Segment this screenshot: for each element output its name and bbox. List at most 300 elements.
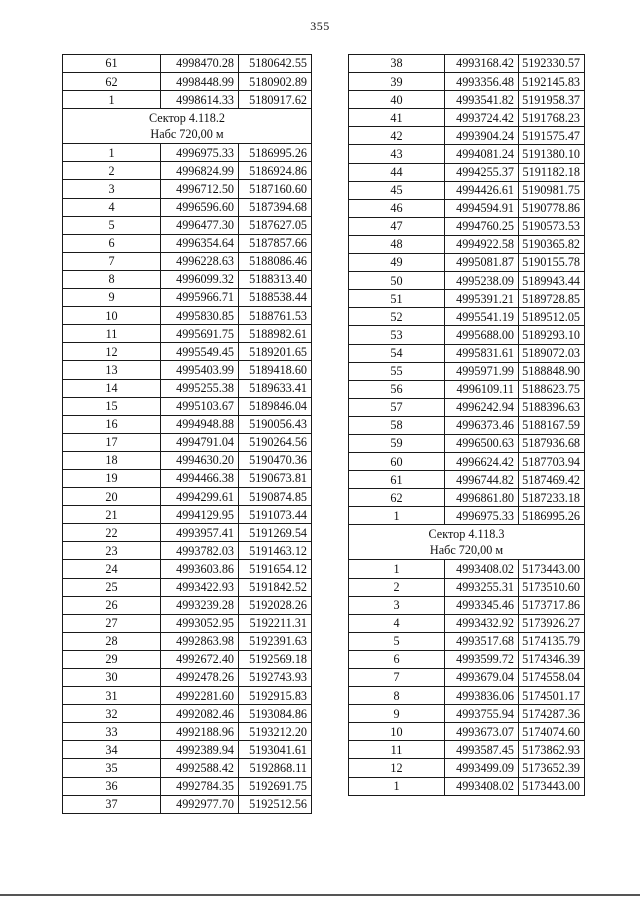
table-row — [63, 55, 312, 73]
table-row — [349, 669, 585, 687]
table-row — [63, 307, 312, 325]
table-row — [349, 632, 585, 650]
table-row — [349, 290, 585, 308]
y-coordinate-cell: 5192145.83 — [519, 73, 585, 91]
point-number-cell: 25 — [63, 578, 161, 596]
table-row — [63, 632, 312, 650]
point-number-cell: 12 — [349, 759, 445, 777]
table-row — [63, 289, 312, 307]
y-coordinate-cell: 5174135.79 — [519, 632, 585, 650]
point-number-cell: 22 — [63, 524, 161, 542]
y-coordinate-cell: 5191842.52 — [239, 578, 312, 596]
x-coordinate-cell: 4995549.45 — [161, 343, 239, 361]
x-coordinate-cell: 4994426.61 — [445, 181, 519, 199]
y-coordinate-cell: 5193084.86 — [239, 705, 312, 723]
table-row — [349, 199, 585, 217]
x-coordinate-cell: 4993673.07 — [445, 723, 519, 741]
x-coordinate-cell: 4995403.99 — [161, 361, 239, 379]
point-number-cell: 10 — [63, 307, 161, 325]
point-number-cell: 5 — [349, 632, 445, 650]
y-coordinate-cell: 5192028.26 — [239, 596, 312, 614]
table-row — [349, 272, 585, 290]
point-number-cell: 17 — [63, 433, 161, 451]
x-coordinate-cell: 4993168.42 — [445, 55, 519, 73]
point-number-cell: 12 — [63, 343, 161, 361]
y-coordinate-cell: 5189418.60 — [239, 361, 312, 379]
y-coordinate-cell: 5188313.40 — [239, 270, 312, 288]
y-coordinate-cell: 5186995.26 — [519, 507, 585, 525]
x-coordinate-cell: 4996099.32 — [161, 270, 239, 288]
y-coordinate-cell: 5180902.89 — [239, 73, 312, 91]
x-coordinate-cell: 4993239.28 — [161, 596, 239, 614]
point-number-cell: 3 — [63, 180, 161, 198]
table-row — [349, 362, 585, 380]
table-row — [349, 398, 585, 416]
x-coordinate-cell: 4993724.42 — [445, 109, 519, 127]
x-coordinate-cell: 4993679.04 — [445, 669, 519, 687]
point-number-cell: 10 — [349, 723, 445, 741]
x-coordinate-cell: 4996712.50 — [161, 180, 239, 198]
point-number-cell: 7 — [63, 252, 161, 270]
table-row — [349, 723, 585, 741]
x-coordinate-cell: 4994791.04 — [161, 433, 239, 451]
table-body — [349, 55, 585, 796]
table-row — [349, 416, 585, 434]
table-row — [63, 162, 312, 180]
table-row — [63, 723, 312, 741]
y-coordinate-cell: 5173510.60 — [519, 578, 585, 596]
point-number-cell: 52 — [349, 308, 445, 326]
x-coordinate-cell: 4992863.98 — [161, 632, 239, 650]
x-coordinate-cell: 4994255.37 — [445, 163, 519, 181]
y-coordinate-cell: 5190573.53 — [519, 217, 585, 235]
table-row — [63, 433, 312, 451]
y-coordinate-cell: 5187160.60 — [239, 180, 312, 198]
point-number-cell: 62 — [349, 489, 445, 507]
point-number-cell: 11 — [349, 741, 445, 759]
table-row — [63, 144, 312, 162]
x-coordinate-cell: 4992188.96 — [161, 723, 239, 741]
y-coordinate-cell: 5187627.05 — [239, 216, 312, 234]
x-coordinate-cell: 4993541.82 — [445, 91, 519, 109]
sector-header-row — [349, 525, 585, 560]
point-number-cell: 32 — [63, 705, 161, 723]
x-coordinate-cell: 4993408.02 — [445, 777, 519, 795]
x-coordinate-cell: 4995830.85 — [161, 307, 239, 325]
x-coordinate-cell: 4993345.46 — [445, 596, 519, 614]
table-row — [349, 73, 585, 91]
y-coordinate-cell: 5189846.04 — [239, 397, 312, 415]
table-row — [63, 252, 312, 270]
point-number-cell: 30 — [63, 669, 161, 687]
table-row — [63, 560, 312, 578]
x-coordinate-cell: 4994948.88 — [161, 415, 239, 433]
x-coordinate-cell: 4995691.75 — [161, 325, 239, 343]
table-row — [63, 180, 312, 198]
table-row — [349, 308, 585, 326]
x-coordinate-cell: 4992389.94 — [161, 741, 239, 759]
y-coordinate-cell: 5190056.43 — [239, 415, 312, 433]
y-coordinate-cell: 5187857.66 — [239, 234, 312, 252]
point-number-cell: 2 — [349, 578, 445, 596]
y-coordinate-cell: 5191182.18 — [519, 163, 585, 181]
point-number-cell: 1 — [349, 560, 445, 578]
x-coordinate-cell: 4994466.38 — [161, 469, 239, 487]
x-coordinate-cell: 4992977.70 — [161, 795, 239, 813]
table-row — [349, 181, 585, 199]
table-row — [349, 489, 585, 507]
x-coordinate-cell: 4996975.33 — [445, 507, 519, 525]
sector-header — [349, 525, 585, 560]
x-coordinate-cell: 4996861.80 — [445, 489, 519, 507]
y-coordinate-cell: 5189633.41 — [239, 379, 312, 397]
y-coordinate-cell: 5173652.39 — [519, 759, 585, 777]
point-number-cell: 33 — [63, 723, 161, 741]
x-coordinate-cell: 4993755.94 — [445, 705, 519, 723]
x-coordinate-cell: 4994081.24 — [445, 145, 519, 163]
point-number-cell: 57 — [349, 398, 445, 416]
table-row — [63, 759, 312, 777]
table-row — [349, 650, 585, 668]
x-coordinate-cell: 4995971.99 — [445, 362, 519, 380]
table-row — [63, 73, 312, 91]
x-coordinate-cell: 4996596.60 — [161, 198, 239, 216]
x-coordinate-cell: 4993408.02 — [445, 560, 519, 578]
table-row — [63, 325, 312, 343]
table-row — [349, 614, 585, 632]
table-row — [63, 524, 312, 542]
table-row — [349, 507, 585, 525]
y-coordinate-cell: 5187233.18 — [519, 489, 585, 507]
y-coordinate-cell: 5174346.39 — [519, 650, 585, 668]
x-coordinate-cell: 4993957.41 — [161, 524, 239, 542]
y-coordinate-cell: 5192330.57 — [519, 55, 585, 73]
table-row — [63, 777, 312, 795]
coordinates-table-right — [348, 54, 585, 796]
y-coordinate-cell: 5180642.55 — [239, 55, 312, 73]
x-coordinate-cell: 4994129.95 — [161, 506, 239, 524]
table-row — [63, 234, 312, 252]
table-row — [349, 578, 585, 596]
point-number-cell: 50 — [349, 272, 445, 290]
point-number-cell: 6 — [63, 234, 161, 252]
y-coordinate-cell: 5190874.85 — [239, 488, 312, 506]
point-number-cell: 8 — [63, 270, 161, 288]
point-number-cell: 4 — [63, 198, 161, 216]
y-coordinate-cell: 5188761.53 — [239, 307, 312, 325]
point-number-cell: 5 — [63, 216, 161, 234]
table-row — [63, 669, 312, 687]
y-coordinate-cell: 5189293.10 — [519, 326, 585, 344]
y-coordinate-cell: 5192868.11 — [239, 759, 312, 777]
sector-title: Сектор 4.118.3 — [428, 527, 505, 542]
x-coordinate-cell: 4994594.91 — [445, 199, 519, 217]
point-number-cell: 14 — [63, 379, 161, 397]
x-coordinate-cell: 4995831.61 — [445, 344, 519, 362]
point-number-cell: 2 — [63, 162, 161, 180]
y-coordinate-cell: 5173443.00 — [519, 560, 585, 578]
y-coordinate-cell: 5192391.63 — [239, 632, 312, 650]
y-coordinate-cell: 5190264.56 — [239, 433, 312, 451]
point-number-cell: 38 — [349, 55, 445, 73]
table-row — [63, 361, 312, 379]
y-coordinate-cell: 5190981.75 — [519, 181, 585, 199]
point-number-cell: 29 — [63, 650, 161, 668]
x-coordinate-cell: 4993603.86 — [161, 560, 239, 578]
table-row — [349, 471, 585, 489]
x-coordinate-cell: 4995255.38 — [161, 379, 239, 397]
x-coordinate-cell: 4993422.93 — [161, 578, 239, 596]
y-coordinate-cell: 5190365.82 — [519, 235, 585, 253]
y-coordinate-cell: 5191575.47 — [519, 127, 585, 145]
y-coordinate-cell: 5193041.61 — [239, 741, 312, 759]
table-row — [63, 488, 312, 506]
table-row — [349, 705, 585, 723]
point-number-cell: 21 — [63, 506, 161, 524]
sector-height: Набс 720,00 м — [150, 127, 224, 142]
point-number-cell: 35 — [63, 759, 161, 777]
point-number-cell: 55 — [349, 362, 445, 380]
y-coordinate-cell: 5189201.65 — [239, 343, 312, 361]
y-coordinate-cell: 5192211.31 — [239, 614, 312, 632]
x-coordinate-cell: 4994760.25 — [445, 217, 519, 235]
x-coordinate-cell: 4996975.33 — [161, 144, 239, 162]
y-coordinate-cell: 5174501.17 — [519, 687, 585, 705]
table-row — [349, 380, 585, 398]
point-number-cell: 1 — [63, 91, 161, 109]
sector-height: Набс 720,00 м — [429, 543, 504, 558]
point-number-cell: 20 — [63, 488, 161, 506]
x-coordinate-cell: 4996242.94 — [445, 398, 519, 416]
point-number-cell: 9 — [349, 705, 445, 723]
y-coordinate-cell: 5190155.78 — [519, 254, 585, 272]
point-number-cell: 43 — [349, 145, 445, 163]
page-number: 355 — [310, 19, 330, 33]
table-row — [63, 216, 312, 234]
point-number-cell: 49 — [349, 254, 445, 272]
y-coordinate-cell: 5173717.86 — [519, 596, 585, 614]
point-number-cell: 42 — [349, 127, 445, 145]
x-coordinate-cell: 4996824.99 — [161, 162, 239, 180]
y-coordinate-cell: 5192512.56 — [239, 795, 312, 813]
table-row — [63, 795, 312, 813]
y-coordinate-cell: 5191958.37 — [519, 91, 585, 109]
y-coordinate-cell: 5188396.63 — [519, 398, 585, 416]
table-row — [349, 777, 585, 795]
x-coordinate-cell: 4996477.30 — [161, 216, 239, 234]
point-number-cell: 34 — [63, 741, 161, 759]
table-row — [63, 596, 312, 614]
y-coordinate-cell: 5187469.42 — [519, 471, 585, 489]
table-row — [349, 217, 585, 235]
point-number-cell: 3 — [349, 596, 445, 614]
x-coordinate-cell: 4994922.58 — [445, 235, 519, 253]
point-number-cell: 61 — [349, 471, 445, 489]
point-number-cell: 61 — [63, 55, 161, 73]
point-number-cell: 1 — [63, 144, 161, 162]
y-coordinate-cell: 5188167.59 — [519, 416, 585, 434]
table-row — [349, 453, 585, 471]
point-number-cell: 53 — [349, 326, 445, 344]
x-coordinate-cell: 4998614.33 — [161, 91, 239, 109]
point-number-cell: 58 — [349, 416, 445, 434]
y-coordinate-cell: 5188982.61 — [239, 325, 312, 343]
table-row — [349, 127, 585, 145]
table-row — [349, 163, 585, 181]
x-coordinate-cell: 4995081.87 — [445, 254, 519, 272]
y-coordinate-cell: 5190470.36 — [239, 451, 312, 469]
table-row — [63, 687, 312, 705]
table-row — [63, 343, 312, 361]
point-number-cell: 8 — [349, 687, 445, 705]
y-coordinate-cell: 5188848.90 — [519, 362, 585, 380]
x-coordinate-cell: 4995103.67 — [161, 397, 239, 415]
point-number-cell: 6 — [349, 650, 445, 668]
x-coordinate-cell: 4993517.68 — [445, 632, 519, 650]
table-row — [63, 91, 312, 109]
x-coordinate-cell: 4996354.64 — [161, 234, 239, 252]
point-number-cell: 15 — [63, 397, 161, 415]
point-number-cell: 36 — [63, 777, 161, 795]
table-row — [349, 109, 585, 127]
table-row — [349, 344, 585, 362]
x-coordinate-cell: 4994630.20 — [161, 451, 239, 469]
table-row — [349, 741, 585, 759]
y-coordinate-cell: 5173926.27 — [519, 614, 585, 632]
y-coordinate-cell: 5189943.44 — [519, 272, 585, 290]
y-coordinate-cell: 5192743.93 — [239, 669, 312, 687]
point-number-cell: 26 — [63, 596, 161, 614]
point-number-cell: 4 — [349, 614, 445, 632]
y-coordinate-cell: 5191269.54 — [239, 524, 312, 542]
point-number-cell: 59 — [349, 434, 445, 452]
y-coordinate-cell: 5189512.05 — [519, 308, 585, 326]
point-number-cell: 1 — [349, 777, 445, 795]
table-row — [349, 91, 585, 109]
y-coordinate-cell: 5191380.10 — [519, 145, 585, 163]
x-coordinate-cell: 4995688.00 — [445, 326, 519, 344]
table-row — [63, 469, 312, 487]
x-coordinate-cell: 4998470.28 — [161, 55, 239, 73]
table-row — [63, 650, 312, 668]
x-coordinate-cell: 4993904.24 — [445, 127, 519, 145]
table-row — [349, 560, 585, 578]
x-coordinate-cell: 4992281.60 — [161, 687, 239, 705]
sector-header-row — [63, 109, 312, 144]
point-number-cell: 54 — [349, 344, 445, 362]
point-number-cell: 37 — [63, 795, 161, 813]
y-coordinate-cell: 5187394.68 — [239, 198, 312, 216]
x-coordinate-cell: 4993836.06 — [445, 687, 519, 705]
x-coordinate-cell: 4995238.09 — [445, 272, 519, 290]
x-coordinate-cell: 4996373.46 — [445, 416, 519, 434]
x-coordinate-cell: 4996228.63 — [161, 252, 239, 270]
y-coordinate-cell: 5192569.18 — [239, 650, 312, 668]
y-coordinate-cell: 5192691.75 — [239, 777, 312, 795]
y-coordinate-cell: 5190673.81 — [239, 469, 312, 487]
y-coordinate-cell: 5174558.04 — [519, 669, 585, 687]
y-coordinate-cell: 5188623.75 — [519, 380, 585, 398]
table-row — [63, 614, 312, 632]
y-coordinate-cell: 5191073.44 — [239, 506, 312, 524]
point-number-cell: 45 — [349, 181, 445, 199]
point-number-cell: 27 — [63, 614, 161, 632]
y-coordinate-cell: 5189072.03 — [519, 344, 585, 362]
sector-title: Сектор 4.118.2 — [149, 111, 225, 126]
y-coordinate-cell: 5192915.83 — [239, 687, 312, 705]
point-number-cell: 48 — [349, 235, 445, 253]
table-row — [63, 542, 312, 560]
sector-header — [63, 109, 312, 144]
y-coordinate-cell: 5180917.62 — [239, 91, 312, 109]
y-coordinate-cell: 5173862.93 — [519, 741, 585, 759]
table-row — [349, 596, 585, 614]
point-number-cell: 39 — [349, 73, 445, 91]
table-body — [63, 55, 312, 814]
point-number-cell: 31 — [63, 687, 161, 705]
x-coordinate-cell: 4993052.95 — [161, 614, 239, 632]
x-coordinate-cell: 4993599.72 — [445, 650, 519, 668]
table-row — [349, 145, 585, 163]
table-row — [349, 759, 585, 777]
x-coordinate-cell: 4993782.03 — [161, 542, 239, 560]
point-number-cell: 51 — [349, 290, 445, 308]
table-row — [63, 705, 312, 723]
point-number-cell: 23 — [63, 542, 161, 560]
point-number-cell: 46 — [349, 199, 445, 217]
point-number-cell: 41 — [349, 109, 445, 127]
point-number-cell: 40 — [349, 91, 445, 109]
point-number-cell: 44 — [349, 163, 445, 181]
table-row — [349, 254, 585, 272]
table-row — [63, 415, 312, 433]
point-number-cell: 18 — [63, 451, 161, 469]
point-number-cell: 9 — [63, 289, 161, 307]
y-coordinate-cell: 5187936.68 — [519, 434, 585, 452]
table-row — [349, 55, 585, 73]
x-coordinate-cell: 4992588.42 — [161, 759, 239, 777]
table-row — [63, 379, 312, 397]
y-coordinate-cell: 5188086.46 — [239, 252, 312, 270]
table-row — [63, 506, 312, 524]
x-coordinate-cell: 4998448.99 — [161, 73, 239, 91]
x-coordinate-cell: 4992082.46 — [161, 705, 239, 723]
x-coordinate-cell: 4992478.26 — [161, 669, 239, 687]
table-row — [349, 687, 585, 705]
table-row — [63, 741, 312, 759]
y-coordinate-cell: 5191463.12 — [239, 542, 312, 560]
y-coordinate-cell: 5190778.86 — [519, 199, 585, 217]
x-coordinate-cell: 4992672.40 — [161, 650, 239, 668]
x-coordinate-cell: 4995541.19 — [445, 308, 519, 326]
y-coordinate-cell: 5173443.00 — [519, 777, 585, 795]
point-number-cell: 13 — [63, 361, 161, 379]
x-coordinate-cell: 4993255.31 — [445, 578, 519, 596]
point-number-cell: 16 — [63, 415, 161, 433]
y-coordinate-cell: 5188538.44 — [239, 289, 312, 307]
y-coordinate-cell: 5174287.36 — [519, 705, 585, 723]
point-number-cell: 1 — [349, 507, 445, 525]
coordinates-table-left — [62, 54, 312, 814]
x-coordinate-cell: 4996624.42 — [445, 453, 519, 471]
table-row — [349, 235, 585, 253]
x-coordinate-cell: 4993587.45 — [445, 741, 519, 759]
point-number-cell: 24 — [63, 560, 161, 578]
x-coordinate-cell: 4996500.63 — [445, 434, 519, 452]
table-row — [349, 326, 585, 344]
x-coordinate-cell: 4995966.71 — [161, 289, 239, 307]
x-coordinate-cell: 4994299.61 — [161, 488, 239, 506]
